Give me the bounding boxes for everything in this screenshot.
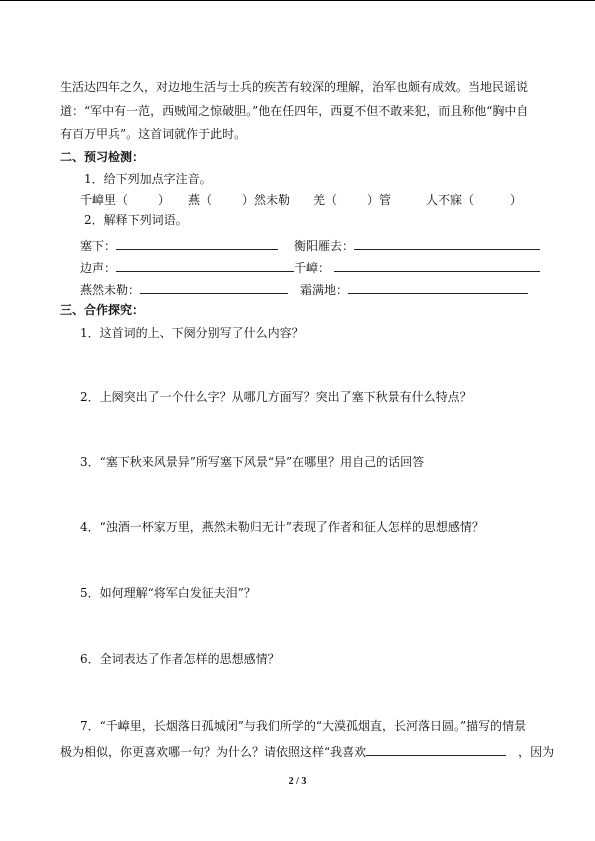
pinyin-item: 羌（ ）管 — [313, 193, 392, 207]
term-row: 衡阳雁去： — [294, 237, 540, 253]
question-3: 3．“塞下秋来风景异”所写塞下风景“异”在哪里？用自己的话回答 — [80, 455, 425, 469]
term-row: 塞下： — [80, 237, 278, 253]
top-rule — [0, 0, 595, 1]
answer-blank[interactable] — [334, 259, 540, 272]
q1-title: 1．给下列加点字注音。 — [84, 172, 212, 186]
answer-blank[interactable] — [116, 259, 294, 272]
term-row: 燕然未勒： — [80, 281, 288, 297]
answer-blank[interactable] — [116, 237, 278, 250]
question-1: 1．这首词的上、下阕分别写了什么内容？ — [80, 326, 304, 340]
pinyin-item: 燕（ ）然未勒 — [188, 193, 291, 207]
q2-title: 2．解释下列词语。 — [84, 213, 188, 227]
question-4: 4．“浊酒一杯家万里，燕然未勒归无计”表现了作者和征人怎样的思想感情？ — [80, 520, 484, 534]
answer-blank[interactable] — [354, 237, 540, 250]
question-2: 2．上阕突出了一个什么字？从哪几方面写？突出了塞下秋景有什么特点？ — [80, 390, 472, 404]
pinyin-item: 千嶂里（ ） — [80, 193, 171, 207]
question-7-line-2: 极为相似，你更喜欢哪一句？为什么？请依照这样“我喜欢 ，因为 — [60, 745, 555, 759]
intro-line-2: 道：“军中有一范，西贼闻之惊破胆。”他在任四年，西夏不但不敢来犯，而且称他“胸中自 — [60, 104, 529, 118]
answer-blank[interactable] — [348, 281, 528, 294]
intro-line-1: 生活达四年之久，对边地生活与士兵的疾苦有较深的理解，治军也颇有成效。当地民谣说 — [60, 80, 529, 94]
answer-blank[interactable] — [366, 743, 506, 756]
question-6: 6．全词表达了作者怎样的思想感情？ — [80, 652, 280, 666]
section3-title: 三、合作探究： — [60, 303, 145, 317]
page-number: 2 / 3 — [288, 776, 307, 787]
section2-title: 二、预习检测： — [60, 150, 145, 164]
term-row: 千嶂： — [294, 259, 540, 275]
question-7-line-1: 7．“千嶂里，长烟落日孤城闭”与我们所学的“大漠孤烟直，长河落日圆。”描写的情景 — [80, 719, 527, 733]
term-row: 边声： — [80, 259, 294, 275]
question-5: 5．如何理解“将军白发征夫泪”？ — [80, 586, 256, 600]
pinyin-item: 人不寐（ ） — [426, 193, 523, 207]
term-row: 霜满地： — [300, 281, 528, 297]
answer-blank[interactable] — [140, 281, 288, 294]
intro-line-3: 有百万甲兵”。这首词就作于此时。 — [60, 127, 247, 141]
